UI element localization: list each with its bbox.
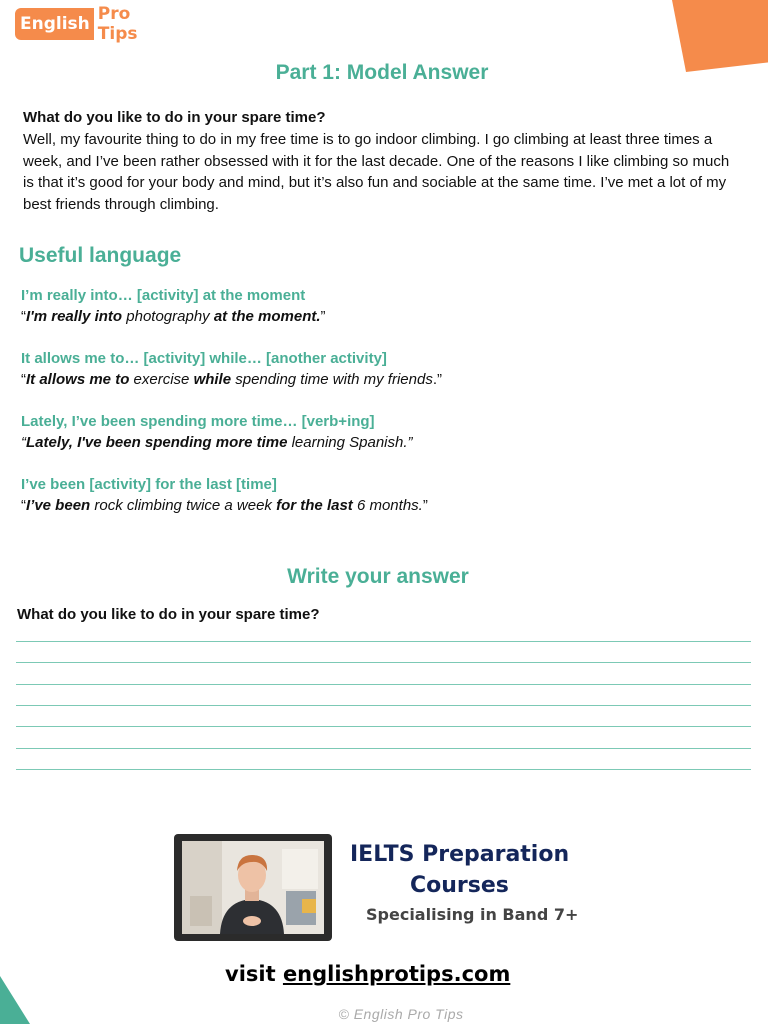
example-3: “Lately, I've been spending more time learning Spanish.” — [21, 434, 413, 451]
answer-line[interactable] — [16, 769, 751, 770]
answer-line[interactable] — [16, 684, 751, 685]
presenter-image — [182, 841, 324, 934]
visit-line — [225, 962, 510, 986]
logo-text-pro-tips: Pro Tips — [94, 3, 179, 45]
model-answer-text: Well, my favourite thing to do in my free time is to go indoor climbing. I go climbing at least three times a week, and I’ve been rather obsessed with it for the last decade. One of the reasons I like climbing so much is that it’s good for your body and mind, but it’s also fun and sociable at the same time. I’ve met a lot of my best friends through climbing. — [23, 131, 730, 213]
phrase-1: I’m really into… [activity] at the moment — [21, 287, 306, 304]
answer-line[interactable] — [16, 641, 751, 642]
ad-title-line-1: IELTS Preparation — [350, 842, 570, 867]
copyright: © English Pro Tips — [338, 1006, 464, 1022]
answer-line[interactable] — [16, 662, 751, 663]
section-title-model-answer: Part 1: Model Answer — [275, 61, 489, 84]
ad-subtitle: Specialising in Band 7+ — [366, 905, 579, 924]
visit-label: visit — [225, 962, 276, 986]
brand-logo — [15, 4, 179, 44]
answer-line[interactable] — [16, 705, 751, 706]
model-question: What do you like to do in your spare time? — [23, 109, 326, 126]
phrase-3: Lately, I’ve been spending more time… [verb+ing] — [21, 413, 375, 430]
phrase-4: I’ve been [activity] for the last [time] — [21, 476, 277, 493]
example-1: “I'm really into photography at the moment.” — [21, 308, 326, 325]
useful-language-heading: Useful language — [19, 244, 182, 267]
ad-title-line-2: Courses — [410, 873, 509, 898]
example-4: “I’ve been rock climbing twice a week for the last 6 months.” — [21, 497, 428, 514]
answer-line[interactable] — [16, 748, 751, 749]
example-2: “It allows me to exercise while spending time with my friends.” — [21, 371, 443, 388]
phrase-2: It allows me to… [activity] while… [another activity] — [21, 350, 387, 367]
website-link[interactable]: englishprotips.com — [282, 962, 511, 986]
answer-line[interactable] — [16, 726, 751, 727]
section-title-write-answer: Write your answer — [287, 565, 469, 588]
write-question: What do you like to do in your spare time? — [17, 606, 320, 623]
logo-text-english: English — [20, 14, 90, 34]
course-video-thumbnail[interactable] — [174, 834, 332, 941]
